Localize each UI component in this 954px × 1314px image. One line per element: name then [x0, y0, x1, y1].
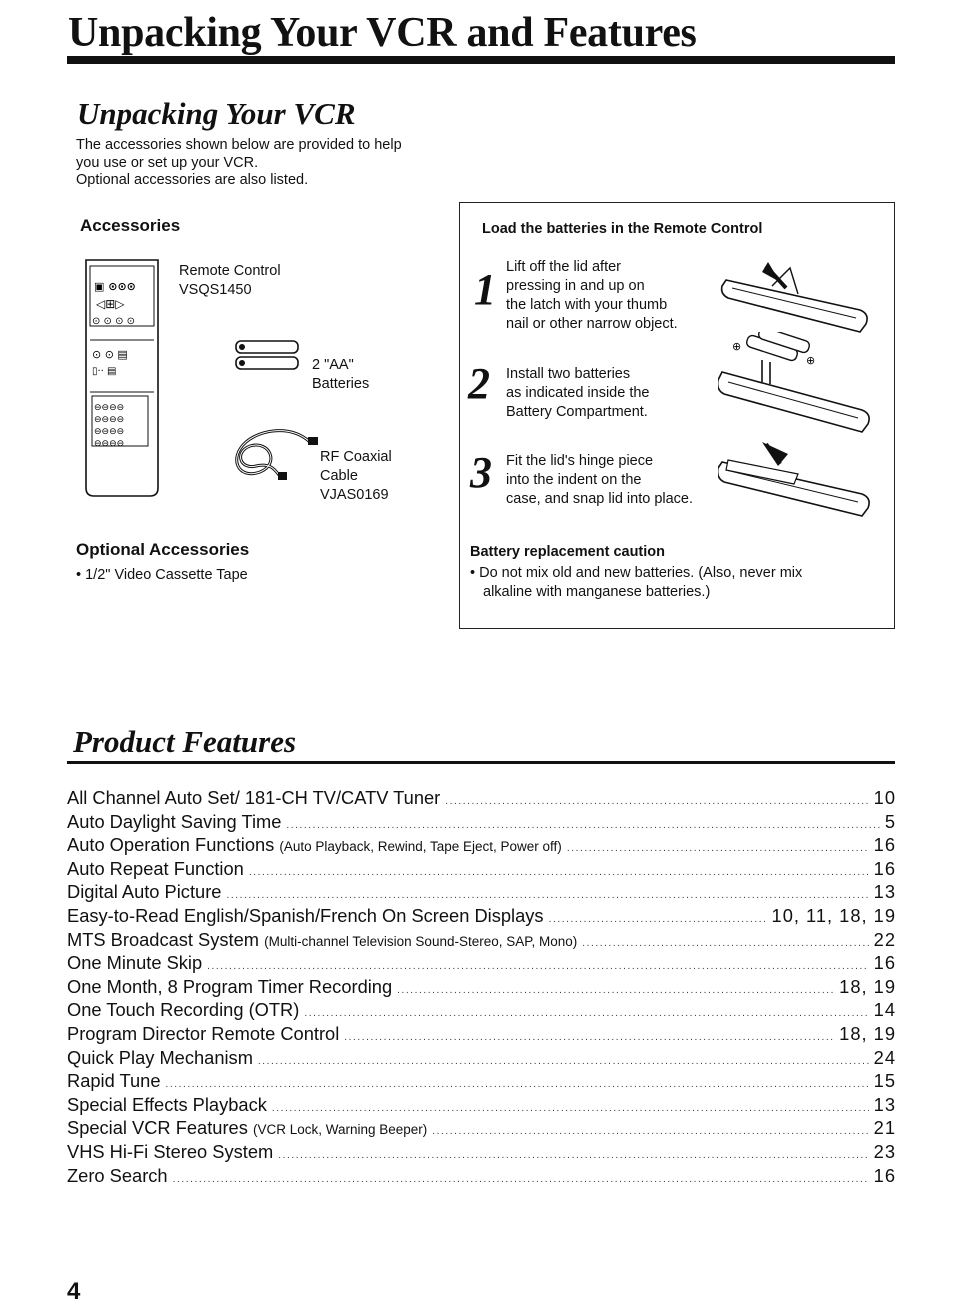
feature-name: Auto Operation Functions [67, 834, 275, 856]
remote-lid-open-illustration [720, 258, 874, 340]
product-features-heading: Product Features [73, 724, 297, 759]
feature-item [67, 1093, 896, 1117]
feature-item [67, 975, 896, 999]
label-line: Cable [320, 468, 358, 484]
feature-page: 13 [873, 881, 896, 903]
svg-text:⊙ ⊙ ⊙ ⊙: ⊙ ⊙ ⊙ ⊙ [92, 316, 136, 327]
label-line: RF Coaxial [320, 449, 392, 465]
step-2-text [506, 365, 650, 422]
accessories-heading: Accessories [80, 216, 181, 235]
feature-name: Rapid Tune [67, 1070, 161, 1092]
svg-text:▯·· ▤: ▯·· ▤ [92, 366, 117, 377]
feature-page: 18, 19 [839, 1022, 896, 1044]
page-title: Unpacking Your VCR and Features [68, 10, 697, 56]
step-line: the latch with your thumb [506, 297, 668, 313]
dot-leader [582, 932, 868, 956]
feature-page: 5 [884, 810, 896, 832]
install-batteries-illustration [718, 332, 874, 438]
svg-text:⊙ ⊙ ▤: ⊙ ⊙ ▤ [92, 348, 128, 361]
step-line: pressing in and up on [506, 278, 645, 294]
feature-page: 14 [873, 999, 896, 1021]
close-lid-illustration [718, 440, 874, 524]
caution-line: alkaline with manganese batteries.) [483, 584, 711, 600]
label-line: VSQS1450 [179, 282, 252, 298]
step-line: case, and snap lid into place. [506, 491, 694, 507]
dot-leader [286, 814, 879, 838]
caution-text [470, 564, 880, 602]
feature-item [67, 904, 896, 928]
feature-page: 16 [873, 952, 896, 974]
feature-item [67, 857, 896, 881]
feature-name: Special Effects Playback [67, 1093, 267, 1115]
feature-subtext: (VCR Lock, Warning Beeper) [252, 1122, 428, 1138]
feature-item [67, 880, 896, 904]
coaxial-cable-illustration [220, 420, 324, 486]
label-line: Remote Control [179, 263, 281, 279]
feature-page: 23 [873, 1140, 896, 1162]
feature-page: 24 [873, 1046, 896, 1068]
feature-item [67, 1140, 896, 1164]
dot-leader [304, 1002, 868, 1026]
svg-text:⊖⊖⊖⊖: ⊖⊖⊖⊖ [94, 439, 125, 449]
dot-leader [166, 1073, 869, 1097]
page-number: 4 [67, 1278, 81, 1305]
step-number: 1 [474, 265, 496, 314]
step-number: 3 [470, 448, 492, 497]
feature-page: 22 [873, 928, 896, 950]
svg-text:⊖⊖⊖⊖: ⊖⊖⊖⊖ [94, 403, 125, 413]
features-list [67, 786, 896, 1187]
feature-item [67, 1069, 896, 1093]
feature-page: 21 [873, 1117, 896, 1139]
feature-name: Special VCR Features [67, 1117, 248, 1139]
feature-item [67, 833, 896, 857]
feature-name: One Minute Skip [67, 952, 203, 974]
dot-leader [173, 1168, 869, 1192]
step-1-text [506, 258, 678, 334]
feature-item [67, 1116, 896, 1140]
step-line: Fit the lid's hinge piece [506, 453, 654, 469]
optional-accessories-heading: Optional Accessories [76, 540, 250, 559]
dot-leader [344, 1026, 834, 1050]
feature-page: 10, 11, 18, 19 [771, 904, 896, 926]
unpacking-intro [76, 137, 402, 190]
dot-leader [249, 861, 869, 885]
dot-leader [278, 1144, 868, 1168]
feature-item [67, 928, 896, 952]
cable-label [320, 448, 392, 505]
svg-text:◁⊞▷: ◁⊞▷ [96, 297, 125, 311]
feature-name: One Touch Recording (OTR) [67, 999, 300, 1021]
feature-page: 13 [873, 1093, 896, 1115]
label-line: 2 "AA" [312, 357, 354, 373]
feature-subtext: (Auto Playback, Rewind, Tape Eject, Power off) [279, 839, 562, 855]
caution-line: • Do not mix old and new batteries. (Also, never mix [470, 565, 803, 581]
feature-page: 16 [873, 857, 896, 879]
feature-item [67, 1164, 896, 1188]
features-rule [67, 761, 895, 764]
svg-text:▣ ⊙⊙⊙: ▣ ⊙⊙⊙ [94, 280, 136, 293]
step-line: as indicated inside the [506, 385, 650, 401]
feature-item [67, 951, 896, 975]
batteries-illustration [234, 338, 306, 372]
dot-leader [272, 1097, 869, 1121]
label-line: Batteries [312, 376, 370, 392]
feature-name: Quick Play Mechanism [67, 1046, 253, 1068]
step-line: Battery Compartment. [506, 404, 648, 420]
feature-item [67, 810, 896, 834]
feature-page: 10 [873, 787, 896, 808]
step-number: 2 [468, 359, 490, 408]
dot-leader [258, 1050, 869, 1074]
battery-box-title: Load the batteries in the Remote Control [482, 221, 763, 237]
svg-text:⊕: ⊕ [732, 340, 742, 353]
feature-name: MTS Broadcast System [67, 928, 260, 950]
svg-text:⊖⊖⊖⊖: ⊖⊖⊖⊖ [94, 415, 125, 425]
feature-item [67, 998, 896, 1022]
feature-name: Zero Search [67, 1164, 168, 1186]
dot-leader [445, 790, 868, 814]
feature-item [67, 786, 896, 810]
feature-page: 16 [873, 1164, 896, 1186]
feature-name: Program Director Remote Control [67, 1022, 340, 1044]
feature-subtext: (Multi-channel Television Sound-Stereo, SAP, Mono) [264, 933, 578, 949]
intro-line: Optional accessories are also listed. [76, 172, 309, 188]
label-line: VJAS0169 [320, 487, 389, 503]
dot-leader [549, 908, 767, 932]
feature-name: VHS Hi-Fi Stereo System [67, 1140, 274, 1162]
feature-page: 15 [873, 1070, 896, 1092]
remote-control-illustration [80, 256, 164, 500]
feature-name: All Channel Auto Set/ 181-CH TV/CATV Tuner [67, 787, 441, 808]
intro-line: you use or set up your VCR. [76, 154, 259, 171]
optional-accessory-item: • 1/2" Video Cassette Tape [76, 567, 248, 583]
step-3-text [506, 452, 693, 509]
feature-name: Digital Auto Picture [67, 881, 222, 903]
dot-leader [397, 979, 834, 1003]
step-line: Install two batteries [506, 366, 631, 382]
feature-name: One Month, 8 Program Timer Recording [67, 975, 393, 997]
feature-name: Auto Daylight Saving Time [67, 810, 282, 832]
feature-page: 16 [873, 834, 896, 856]
svg-text:⊕: ⊕ [806, 354, 816, 367]
dot-leader [567, 837, 869, 861]
feature-name: Easy-to-Read English/Spanish/French On Screen Displays [67, 904, 544, 926]
step-line: nail or other narrow object. [506, 316, 678, 332]
intro-line: The accessories shown below are provided to help [76, 137, 402, 153]
remote-control-label [179, 262, 281, 300]
feature-item [67, 1046, 896, 1070]
step-line: Lift off the lid after [506, 259, 621, 275]
svg-text:⊖⊖⊖⊖: ⊖⊖⊖⊖ [94, 427, 125, 437]
batteries-label [312, 356, 369, 394]
feature-page: 18, 19 [839, 975, 896, 997]
step-line: into the indent on the [506, 472, 642, 488]
unpacking-heading: Unpacking Your VCR [77, 96, 356, 131]
dot-leader [432, 1120, 868, 1144]
feature-name: Auto Repeat Function [67, 857, 244, 879]
caution-title: Battery replacement caution [470, 544, 666, 560]
title-rule [67, 56, 895, 64]
feature-item [67, 1022, 896, 1046]
